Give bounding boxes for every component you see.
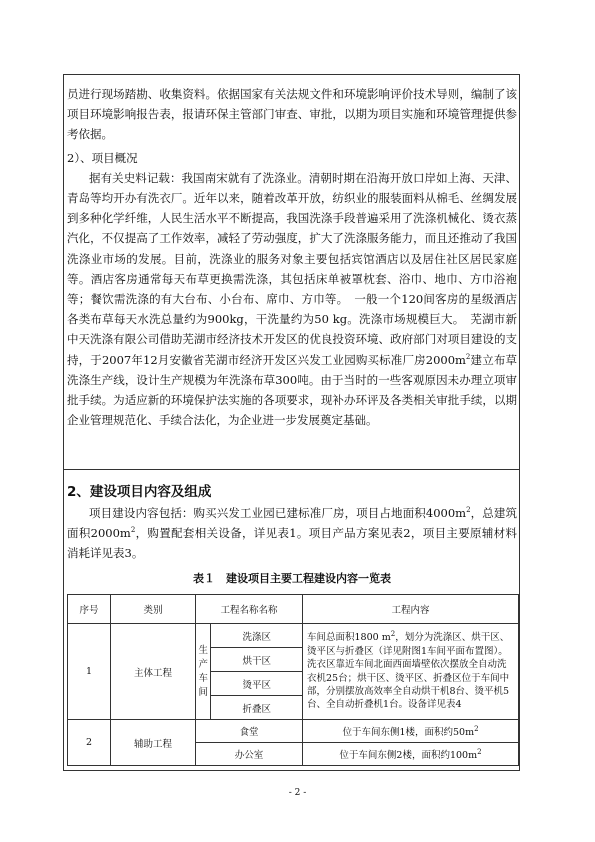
divider-line: [64, 469, 519, 470]
project-table: [67, 594, 519, 766]
header-cell: 工程名称名称: [196, 595, 303, 624]
section-text-c: ，购置配套相关设备，详见表1。项目产品方案见表2，项目主要原辅材料消耗详见表3。: [67, 526, 517, 561]
header-cell: 类别: [111, 595, 196, 624]
header-cell: 序号: [68, 595, 111, 624]
item-sup: 2: [477, 747, 482, 756]
header-cell: 工程内容: [303, 595, 519, 624]
content-text-b: ，划分为洗涤区、烘干区、烫平区与折叠区（详见附图1车间平面布置图）。洗衣区靠近车间北面西面墙壁依次摆放全自动洗衣机25台；烘干区、烫平区、折叠区位于车间中部，分别摆放高效率全自动烘干机8台、烫平机5台、全自动折叠机1台。设备详见表4: [307, 632, 510, 711]
item-sup: 2: [474, 724, 479, 733]
content-sup: 2: [390, 630, 396, 639]
overview-text-end: 建立布草洗涤生产线，设计生产规模为年洗涤布草300吨。由于当时的一些客观原因未办理立项审批手续。为适应新的环境保护法实施的各项要求，现补办环评及各类相关审批手续，以期企业管理规范化、手续合法化，为企业进一步发展奠定基础。: [67, 352, 517, 428]
table-row: [68, 624, 519, 648]
content-text-a: 车间总面积1800 m: [307, 632, 391, 644]
group-label: 生 产 车 间: [198, 644, 208, 698]
overview-paragraph: [67, 168, 517, 431]
section-heading: 2、建设项目内容及组成: [67, 484, 212, 500]
item-content: [303, 720, 519, 743]
sup-2: 2: [130, 526, 136, 535]
table-header-row: [68, 595, 519, 624]
overview-text: 据有关史料记载：我国南宋就有了洗涤业。清朝时期在沿海开放口岸如上海、天津、青岛等均开办有洗衣厂。近年以来，随着改革开放，纺织业的服装面料从棉毛、丝绸发展到多种化学纤维，人民生活水平不断提高，我国洗涤手段普遍采用了洗涤机械化、烫衣蒸汽化，不仅提高了工作效率，减轻了劳动强度，扩大了洗涤服务能力，而且还推动了我国洗涤业市场的发展。目前，洗涤业的服务对象主要包括宾馆酒店以及居住社区居民家庭等。酒店客房通常每天布草更换需洗涤，其包括床单被罩枕套、浴巾、地巾、方巾浴袍等；餐饮需洗涤的有大台布、小台布、席巾、方巾等。 一般一个120间客房的星级酒店各类布草每天水洗总量约为900kg，干洗量约为50 kg。洗涤市场规模巨大。 芜湖市新中天洗涤有限公司借助芜湖市经济技术开发区的优良投资环境、政府部门对项目建设的支持，于2007年12月安徽省芜湖市经济开发区兴发工业园购买标准厂房2000m: [67, 170, 517, 367]
overview-sup: 2: [465, 352, 471, 361]
table-caption: 表１ 建设项目主要工程建设内容一览表: [193, 571, 391, 585]
sup-1: 2: [466, 506, 471, 515]
section-text-a: 项目建设内容包括：购买兴发工业园已建标准厂房，项目占地面积4000m: [89, 506, 467, 520]
overview-heading: 2）、项目概况: [67, 150, 138, 165]
intro-paragraph: 员进行现场踏勘、收集资料。依据国家有关法规文件和环境影响评价技术导则，编制了该项目环境影响报告表，报请环保主管部门审查、审批，以期为项目实施和环境管理提供参考依据。: [67, 87, 517, 142]
area-cell: 折叠区: [211, 696, 303, 720]
area-cell: 烘干区: [211, 648, 303, 672]
row-number: 1: [68, 624, 111, 720]
item-content: [303, 743, 519, 766]
section-paragraph: [67, 503, 517, 564]
document-body: [67, 84, 517, 430]
table-row: [68, 720, 519, 743]
row-content: [303, 624, 519, 720]
row-number: 2: [68, 720, 111, 766]
row-type: 辅助工程: [111, 720, 196, 766]
item-name: 办公室: [196, 743, 303, 766]
item-content-text: 位于车间东侧1楼，面积约50m: [342, 727, 475, 738]
item-content-text: 位于车间东侧2楼，面积约100m: [339, 750, 478, 761]
row-type: 主体工程: [111, 624, 196, 720]
area-cell: 洗涤区: [211, 624, 303, 648]
page-number: - 2 -: [288, 788, 307, 798]
row-group: [196, 624, 211, 720]
section-text-b: ，总建筑面积2000m: [67, 506, 517, 541]
area-cell: 烫平区: [211, 672, 303, 696]
section-2: [67, 481, 517, 588]
item-name: 食堂: [196, 720, 303, 743]
